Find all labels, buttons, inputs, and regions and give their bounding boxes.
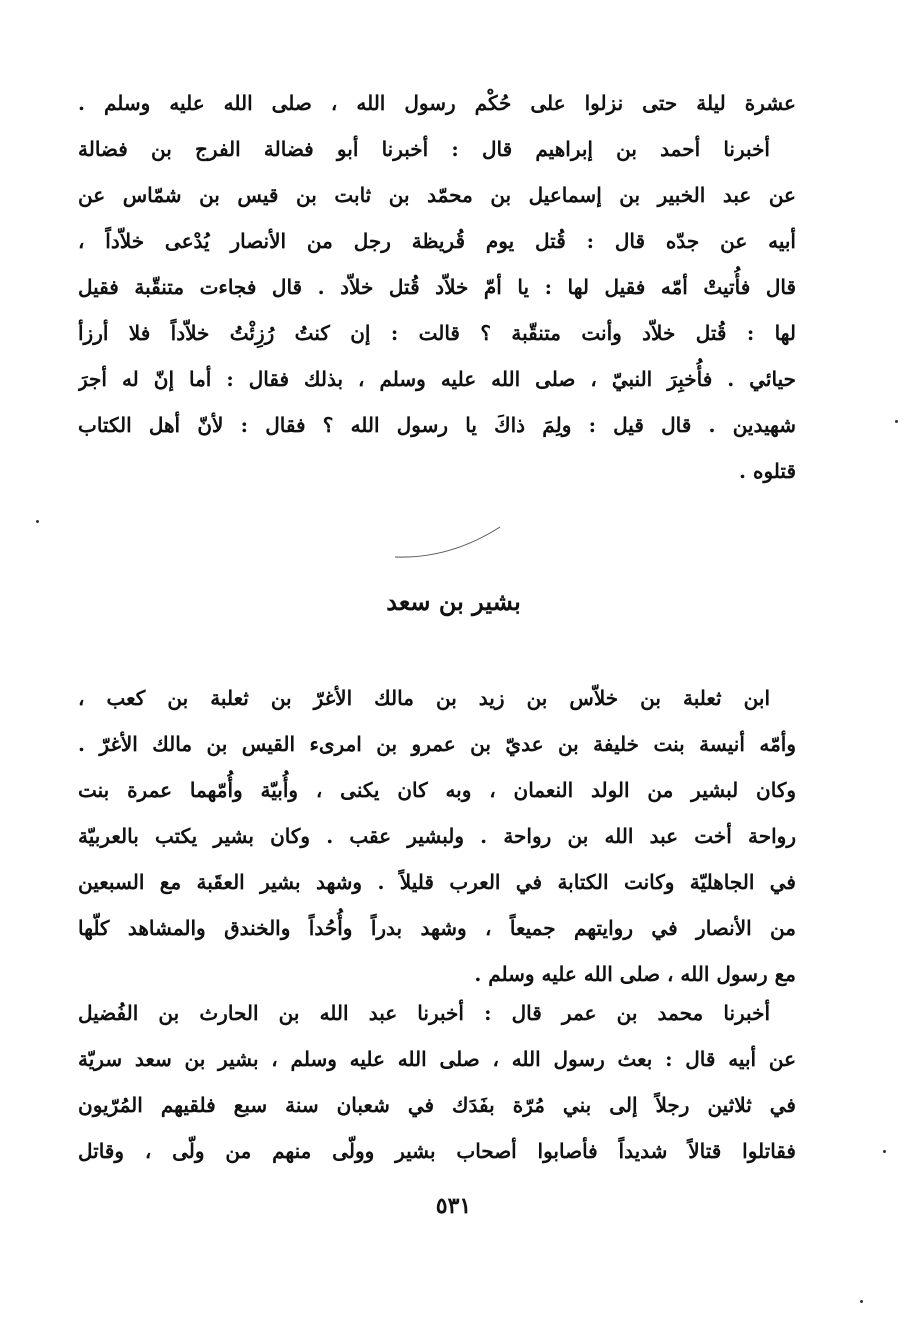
text-line: أخبرنا محمد بن عمر قال : أخبرنا عبد الله بن الحارث بن الفُضيل <box>78 1001 770 1025</box>
text-line: مع رسول الله ، صلى الله عليه وسلم . <box>474 962 796 986</box>
text-line: عشرة ليلة حتى نزلوا على حُكْم رسول الله ، صلى الله عليه وسلم . <box>78 91 796 115</box>
section-heading: بشير بن سعد <box>386 587 521 616</box>
text-line: في الجاهليّة وكانت الكتابة في العرب قليلاً . وشهد بشير العقَبة مع السبعين <box>78 870 796 894</box>
section-2-text <box>78 675 796 997</box>
text-line: حيائي . فأُخبِرَ النبيّ ، صلى الله عليه وسلم ، بذلك فقال : أما إنّ له أجرَ <box>78 367 796 391</box>
text-line: شهيدين . قال قيل : ولِمَ ذاكَ يا رسول الله ؟ فقال : لأنّ أهل الكتاب <box>78 413 796 437</box>
section-2-paragraph-2 <box>78 990 796 1174</box>
text-line: قال فأُتيتْ أمّه فقيل لها : يا أمّ خلاّد قُتل خلاّد . قال فجاءت متنقّبة فقيل <box>78 275 796 299</box>
section-1-text <box>78 80 796 494</box>
text-line: لها : قُتل خلاّد وأنت متنقّبة ؟ قالت : إن كنتُ رُزِئْتُ خلاّداً فلا أرزأ <box>78 321 796 345</box>
scan-speck <box>860 1300 863 1303</box>
section-divider <box>390 515 520 565</box>
text-line: فقاتلوا قتالاً شديداً فأصابوا أصحاب بشير وولّى منهم من ولّى ، وقاتل <box>78 1139 796 1163</box>
text-line: وأمّه أنيسة بنت خليفة بن عديّ بن عمرو بن امرىء القيس بن مالك الأغرّ . <box>78 732 796 756</box>
text-line: عن عبد الخبير بن إسماعيل بن محمّد بن ثابت بن قيس بن شمّاس عن <box>78 183 796 207</box>
scan-speck <box>895 420 898 423</box>
text-line: ابن ثعلبة بن خلاّس بن زيد بن مالك الأغرّ بن ثعلبة بن كعب ، <box>78 686 770 710</box>
page-number: ٥٣١ <box>435 1193 472 1219</box>
text-line: وكان لبشير من الولد النعمان ، وبه كان يكنى ، وأُبيّة وأُمّهما عمرة بنت <box>78 778 796 802</box>
text-line: أخبرنا أحمد بن إبراهيم قال : أخبرنا أبو فضالة الفرج بن فضالة <box>78 137 770 161</box>
text-line: في ثلاثين رجلاً إلى بني مُرّة بفَدَك في شعبان سنة سبع فلقيهم المُرّيون <box>78 1093 796 1117</box>
text-line: رواحة أخت عبد الله بن رواحة . ولبشير عقب . وكان بشير يكتب بالعربيّة <box>78 824 796 848</box>
text-line: من الأنصار في روايتهم جميعاً ، وشهد بدراً وأُحُداً والخندق والمشاهد كلّها <box>78 916 796 940</box>
text-line: أبيه عن جدّه قال : قُتل يوم قُريظة رجل من الأنصار يُدْعى خلاّداً ، <box>78 229 796 253</box>
text-line: عن أبيه قال : بعث رسول الله ، صلى الله عليه وسلم ، بشير بن سعد سريّة <box>78 1047 796 1071</box>
text-line: قتلوه . <box>739 459 796 483</box>
scan-speck <box>883 1150 886 1153</box>
scan-speck <box>36 520 39 523</box>
